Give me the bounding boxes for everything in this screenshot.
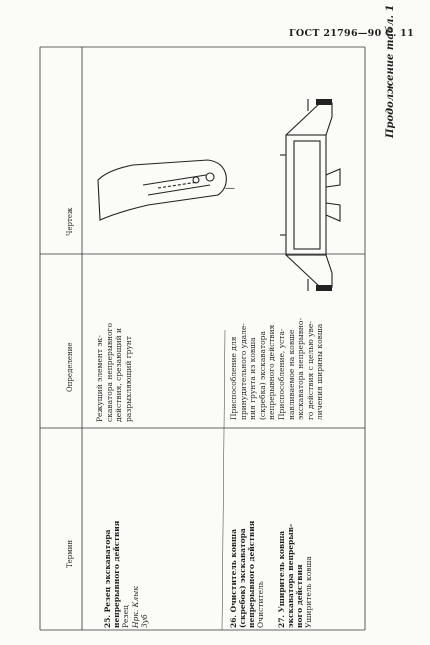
definition-line: Приспособление, уста- <box>277 328 286 420</box>
synonym: Зуб <box>140 614 149 628</box>
definition-cell <box>95 323 133 422</box>
term-line: 25. Резец экскаватора <box>103 529 112 628</box>
definition-line: (скребка) экскаватора <box>257 331 267 420</box>
term-title <box>229 521 256 628</box>
column-header-term: Термин <box>66 539 74 568</box>
column-header-drawing: Чертеж <box>66 207 74 236</box>
definition-line: ния грунта из ковша <box>248 337 257 420</box>
term-line: ного действия <box>295 564 304 628</box>
definition-line: принудительного удале- <box>238 323 248 420</box>
definition-cell <box>229 323 277 420</box>
term-line: 27. Уширитель ковша <box>277 530 286 628</box>
term-synonyms <box>304 524 314 628</box>
table-row <box>103 521 150 628</box>
definition-line: Режущий элемент эк- <box>95 335 104 422</box>
synonym: Очиститель <box>256 581 265 628</box>
term-title <box>103 521 121 628</box>
synonym: Нрк. Клык <box>130 586 140 628</box>
definition-line: экскаватора непрерывно- <box>296 318 305 420</box>
term-line: непрерывного действия <box>247 520 256 628</box>
term-synonyms <box>121 521 150 628</box>
definition-line: Приспособление для <box>229 336 238 420</box>
synonym: Уширитель ковша <box>304 556 313 628</box>
term-line: (скребок) экскаватора <box>238 528 247 628</box>
term-line: непрерывного действия <box>112 520 121 628</box>
definition-line: личения ширины ковша <box>315 323 324 420</box>
term-title <box>277 524 304 628</box>
definition-cell <box>277 318 325 420</box>
synonym: Резец <box>121 605 130 628</box>
cutter-drawing <box>88 140 238 230</box>
column-header-definition: Определение <box>66 342 74 392</box>
definition-line: разрыхляющий грунт <box>123 335 133 422</box>
page-header: ГОСТ 21796—90 С. 11 <box>289 28 414 39</box>
table-row <box>277 524 314 628</box>
table-row <box>229 521 266 628</box>
definition-line: непрерывного действия <box>267 324 276 420</box>
definition-line: скаватора непрерывного <box>104 322 114 422</box>
continuation-title: Продолжение табл. 1 <box>385 4 396 138</box>
definition-line: действия, срезающий и <box>114 327 123 422</box>
term-synonyms <box>256 521 266 628</box>
definition-line: го действия с целью уве- <box>305 321 315 420</box>
term-line: 26. Очиститель ковша <box>229 529 238 628</box>
drawing-dash: — <box>225 183 235 194</box>
definition-line: навливаемое на ковше <box>286 329 296 420</box>
term-line: экскаватора непрерыв- <box>286 523 295 628</box>
widener-drawing <box>272 95 352 295</box>
